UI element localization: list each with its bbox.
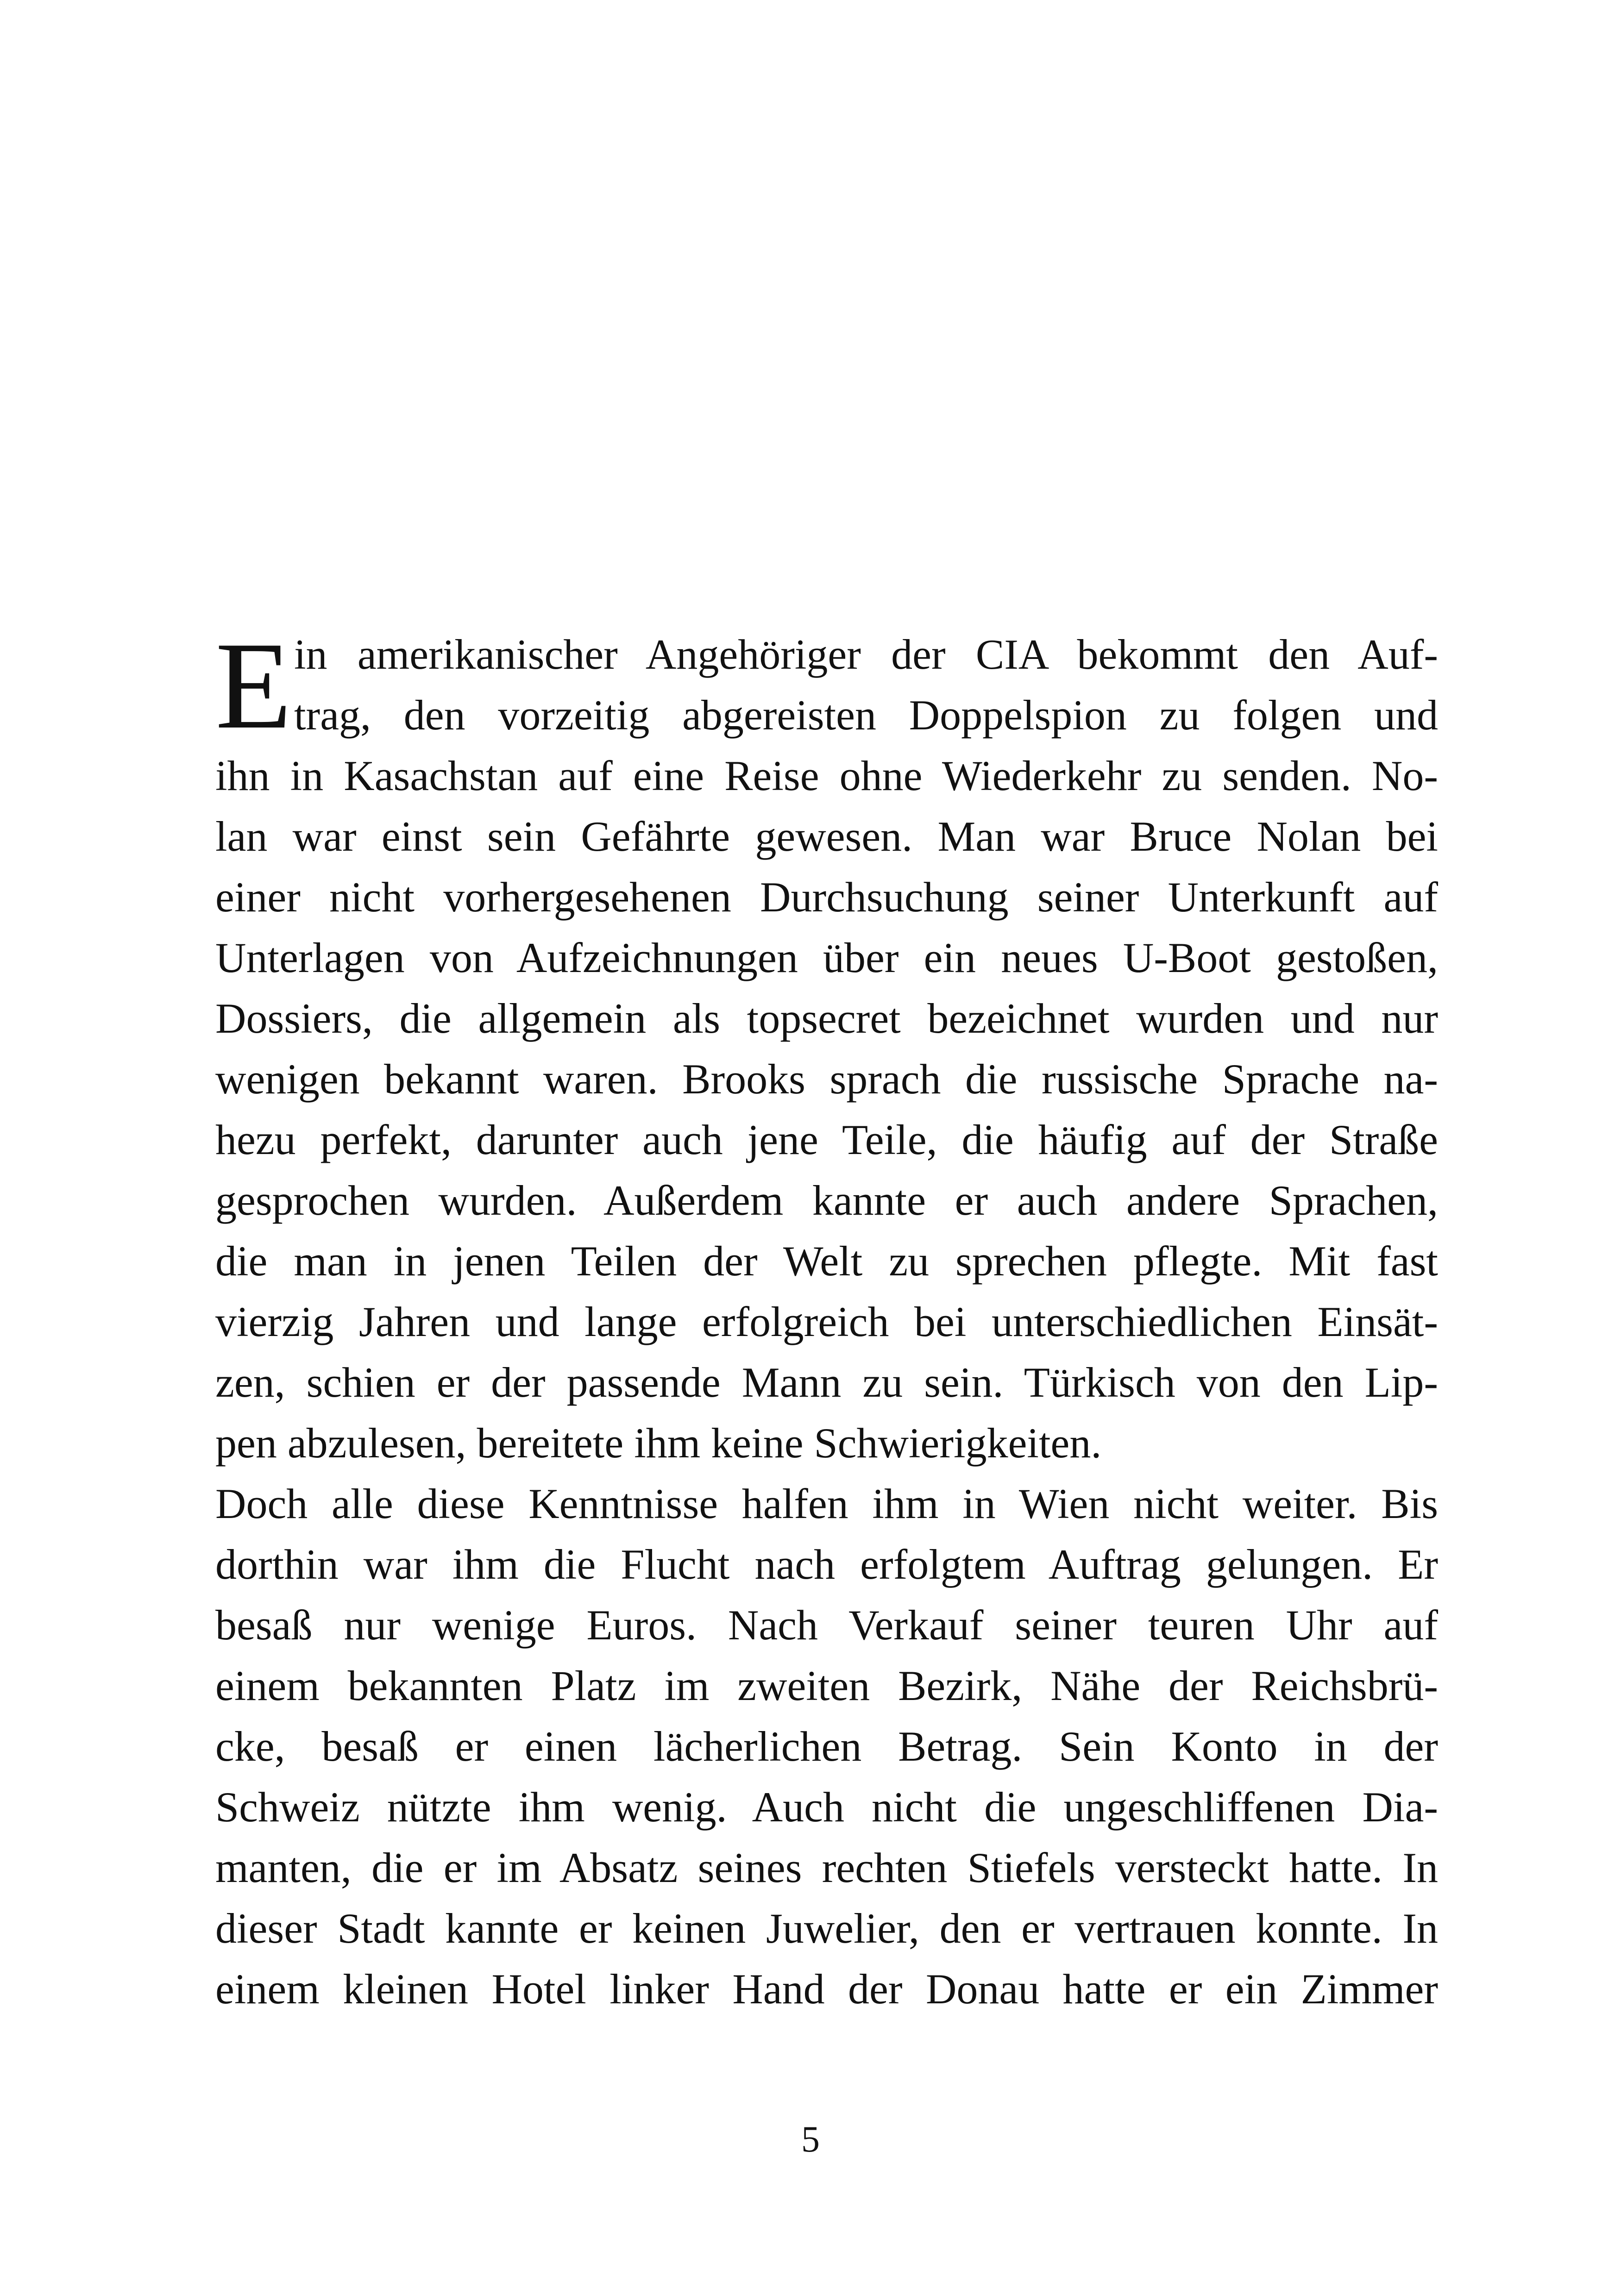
text-line-9: hezu perfekt, darunter auch jene Teile, die häufig auf der Straße	[215, 1116, 1438, 1163]
text-line-13: zen, schien er der passende Mann zu sein. Türkisch von den Lip-	[215, 1359, 1438, 1406]
body-text	[215, 616, 1438, 2020]
text-line-12: vierzig Jahren und lange erfolgreich bei unterschiedlichen Einsät-	[215, 1298, 1438, 1345]
text-line-22: dieser Stadt kannte er keinen Juwelier, den er vertrauen konnte. In	[215, 1905, 1438, 1952]
text-line-11: die man in jenen Teilen der Welt zu sprechen pflegte. Mit fast	[215, 1237, 1438, 1285]
text-line-19: cke, besaß er einen lächerlichen Betrag. Sein Konto in der	[215, 1723, 1438, 1770]
text-line-2: trag, den vorzeitig abgereisten Doppelspion zu folgen und	[294, 691, 1438, 739]
text-line-8: wenigen bekannt waren. Brooks sprach die russische Sprache na-	[215, 1055, 1438, 1103]
text-line-5: einer nicht vorhergesehenen Durchsuchung seiner Unterkunft auf	[215, 873, 1438, 921]
text-line-16: dorthin war ihm die Flucht nach erfolgtem Auftrag gelungen. Er	[215, 1541, 1438, 1588]
text-line-10: gesprochen wurden. Außerdem kannte er auch andere Sprachen,	[215, 1177, 1438, 1224]
text-line-21: manten, die er im Absatz seines rechten Stiefels versteckt hatte. In	[215, 1844, 1438, 1891]
drop-cap: E	[215, 616, 292, 755]
text-line-20: Schweiz nützte ihm wenig. Auch nicht die ungeschliffenen Dia-	[215, 1783, 1438, 1831]
text-line-14: pen abzulesen, bereitete ihm keine Schwierigkeiten.	[215, 1419, 1102, 1467]
text-line-4: lan war einst sein Gefährte gewesen. Man war Bruce Nolan bei	[215, 813, 1438, 860]
page-number: 5	[801, 2119, 820, 2160]
text-line-6: Unterlagen von Aufzeichnungen über ein neues U-Boot gestoßen,	[215, 934, 1438, 981]
text-line-23: einem kleinen Hotel linker Hand der Donau hatte er ein Zimmer	[215, 1965, 1438, 2013]
text-line-1: in amerikanischer Angehöriger der CIA bekommt den Auf-	[294, 631, 1438, 678]
text-line-3: ihn in Kasachstan auf eine Reise ohne Wiederkehr zu senden. No-	[215, 752, 1438, 799]
text-line-7: Dossiers, die allgemein als topsecret bezeichnet wurden und nur	[215, 995, 1438, 1042]
text-line-15: Doch alle diese Kenntnisse halfen ihm in Wien nicht weiter. Bis	[215, 1480, 1438, 1527]
text-line-17: besaß nur wenige Euros. Nach Verkauf seiner teuren Uhr auf	[215, 1601, 1438, 1649]
text-line-18: einem bekannten Platz im zweiten Bezirk, Nähe der Reichsbrü-	[215, 1662, 1438, 1709]
